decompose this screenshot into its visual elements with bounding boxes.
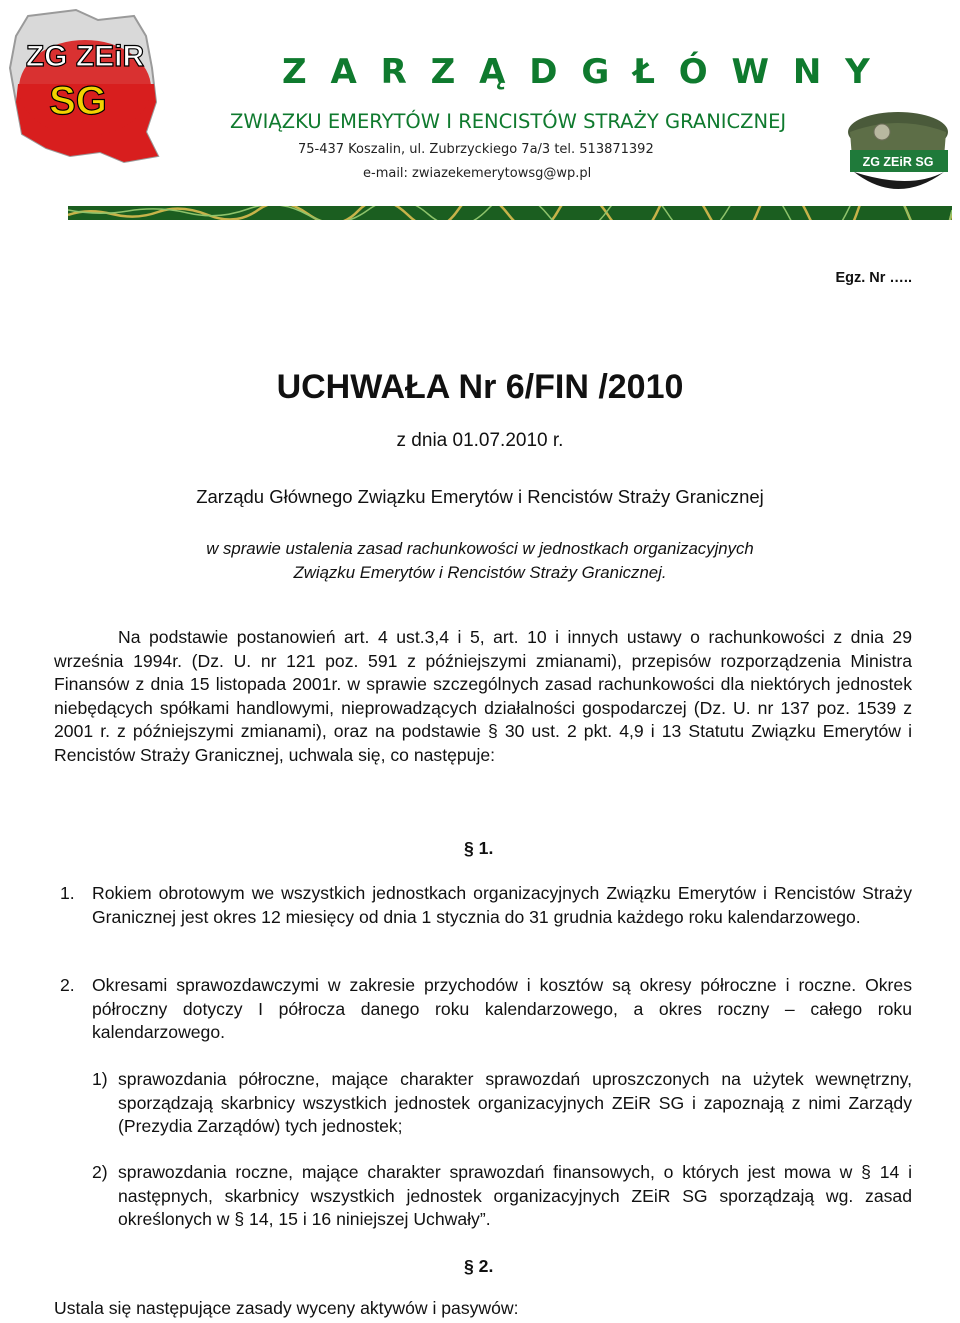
sub-list-item-number: 2) bbox=[92, 1162, 108, 1182]
sub-list-item-text: sprawozdania półroczne, mające charakter sprawozdań uproszczonych na użytek wewnętrzny, sporządzają skarbnicy wszystkich jednostek organizacyjnych ZEiR SG i zapoznają z nimi Zarządy (Prezydia Zarządów) tych jednostek; bbox=[118, 1069, 912, 1136]
org-email: e-mail: zwiazekemerytowsg@wp.pl bbox=[363, 166, 592, 181]
org-address: 75-437 Koszalin, ul. Zubrzyckiego 7a/3 tel. 513871392 bbox=[298, 142, 654, 157]
list-item-number: 2. bbox=[60, 975, 75, 995]
resolution-subject-line1: w sprawie ustalenia zasad rachunkowości w jednostkach organizacyjnych bbox=[206, 539, 754, 558]
letterhead-divider bbox=[68, 206, 952, 220]
section-2-heading: § 2. bbox=[464, 1256, 494, 1276]
sub-list-item-text: sprawozdania roczne, mające charakter sprawozdań finansowych, o których jest mowa w § 14 i następnych, skarbnicy wszystkich jednostek organizacyjnych ZEiR SG sporządzają wg. zasad określonych w § 14, 15 i 16 niniejszej Uchwały”. bbox=[118, 1162, 912, 1229]
list-item-text: Okresami sprawozdawczymi w zakresie przychodów i kosztów są okresy półroczne i roczne. Okres półroczny dotyczy I półrocza danego roku kalendarzowego, a okres roczny – całego roku kalendarzowego. bbox=[92, 975, 912, 1042]
org-subtitle: ZWIĄZKU EMERYTÓW I RENCISTÓW STRAŻY GRANICZNEJ bbox=[230, 110, 787, 133]
resolution-title: UCHWAŁA Nr 6/FIN /2010 bbox=[276, 368, 684, 406]
resolution-issuer: Zarządu Głównego Związku Emerytów i Rencistów Straży Granicznej bbox=[196, 486, 764, 507]
cap-badge-text: ZG ZEiR SG bbox=[862, 155, 934, 169]
logo-text-bottom: SG bbox=[49, 79, 107, 123]
border-guard-cap-image bbox=[840, 110, 952, 206]
section-2-intro: Ustala się następujące zasady wyceny aktywów i pasywów: bbox=[54, 1298, 519, 1318]
resolution-date: z dnia 01.07.2010 r. bbox=[396, 430, 564, 451]
org-title: Z A R Z Ą D G Ł Ó W N Y bbox=[282, 52, 876, 92]
copy-number: Egz. Nr ….. bbox=[835, 270, 912, 286]
list-item bbox=[54, 974, 912, 1045]
list-item bbox=[54, 882, 912, 929]
section-1-heading: § 1. bbox=[464, 838, 494, 858]
resolution-subject-line2: Związku Emerytów i Rencistów Straży Granicznej. bbox=[293, 563, 667, 582]
sub-list-item bbox=[92, 1068, 912, 1139]
list-item-number: 1. bbox=[60, 883, 75, 903]
list-item-text: Rokiem obrotowym we wszystkich jednostkach organizacyjnych Związku Emerytów i Rencistów Straży Granicznej jest okres 12 miesięcy od dnia 1 stycznia do 31 grudnia każdego roku kalendarzowego. bbox=[92, 883, 912, 927]
sub-list-item bbox=[92, 1161, 912, 1232]
logo-text-top: ZG ZEiR bbox=[25, 40, 145, 73]
zg-zeir-sg-logo bbox=[6, 6, 164, 166]
preamble-paragraph: Na podstawie postanowień art. 4 ust.3,4 i 5, art. 10 i innych ustawy o rachunkowości z dnia 29 września 1994r. (Dz. U. nr 121 poz. 591 z późniejszymi zmianami), przepisów rozporządzenia Ministra Finansów z dnia 15 listopada 2001r. w sprawie szczególnych zasad rachunkowości dla niektórych jednostek niebędących spółkami handlowymi, nieprowadzących działalności gospodarczej (Dz. U. nr 137 poz. 1539 z 2001 r. z późniejszymi zmianami), oraz na podstawie § 30 ust. 2 pkt. 4,9 i 13 Statutu Związku Emerytów i Rencistów Straży Granicznej, uchwala się, co następuje: bbox=[54, 627, 912, 765]
sub-list-item-number: 1) bbox=[92, 1069, 108, 1089]
